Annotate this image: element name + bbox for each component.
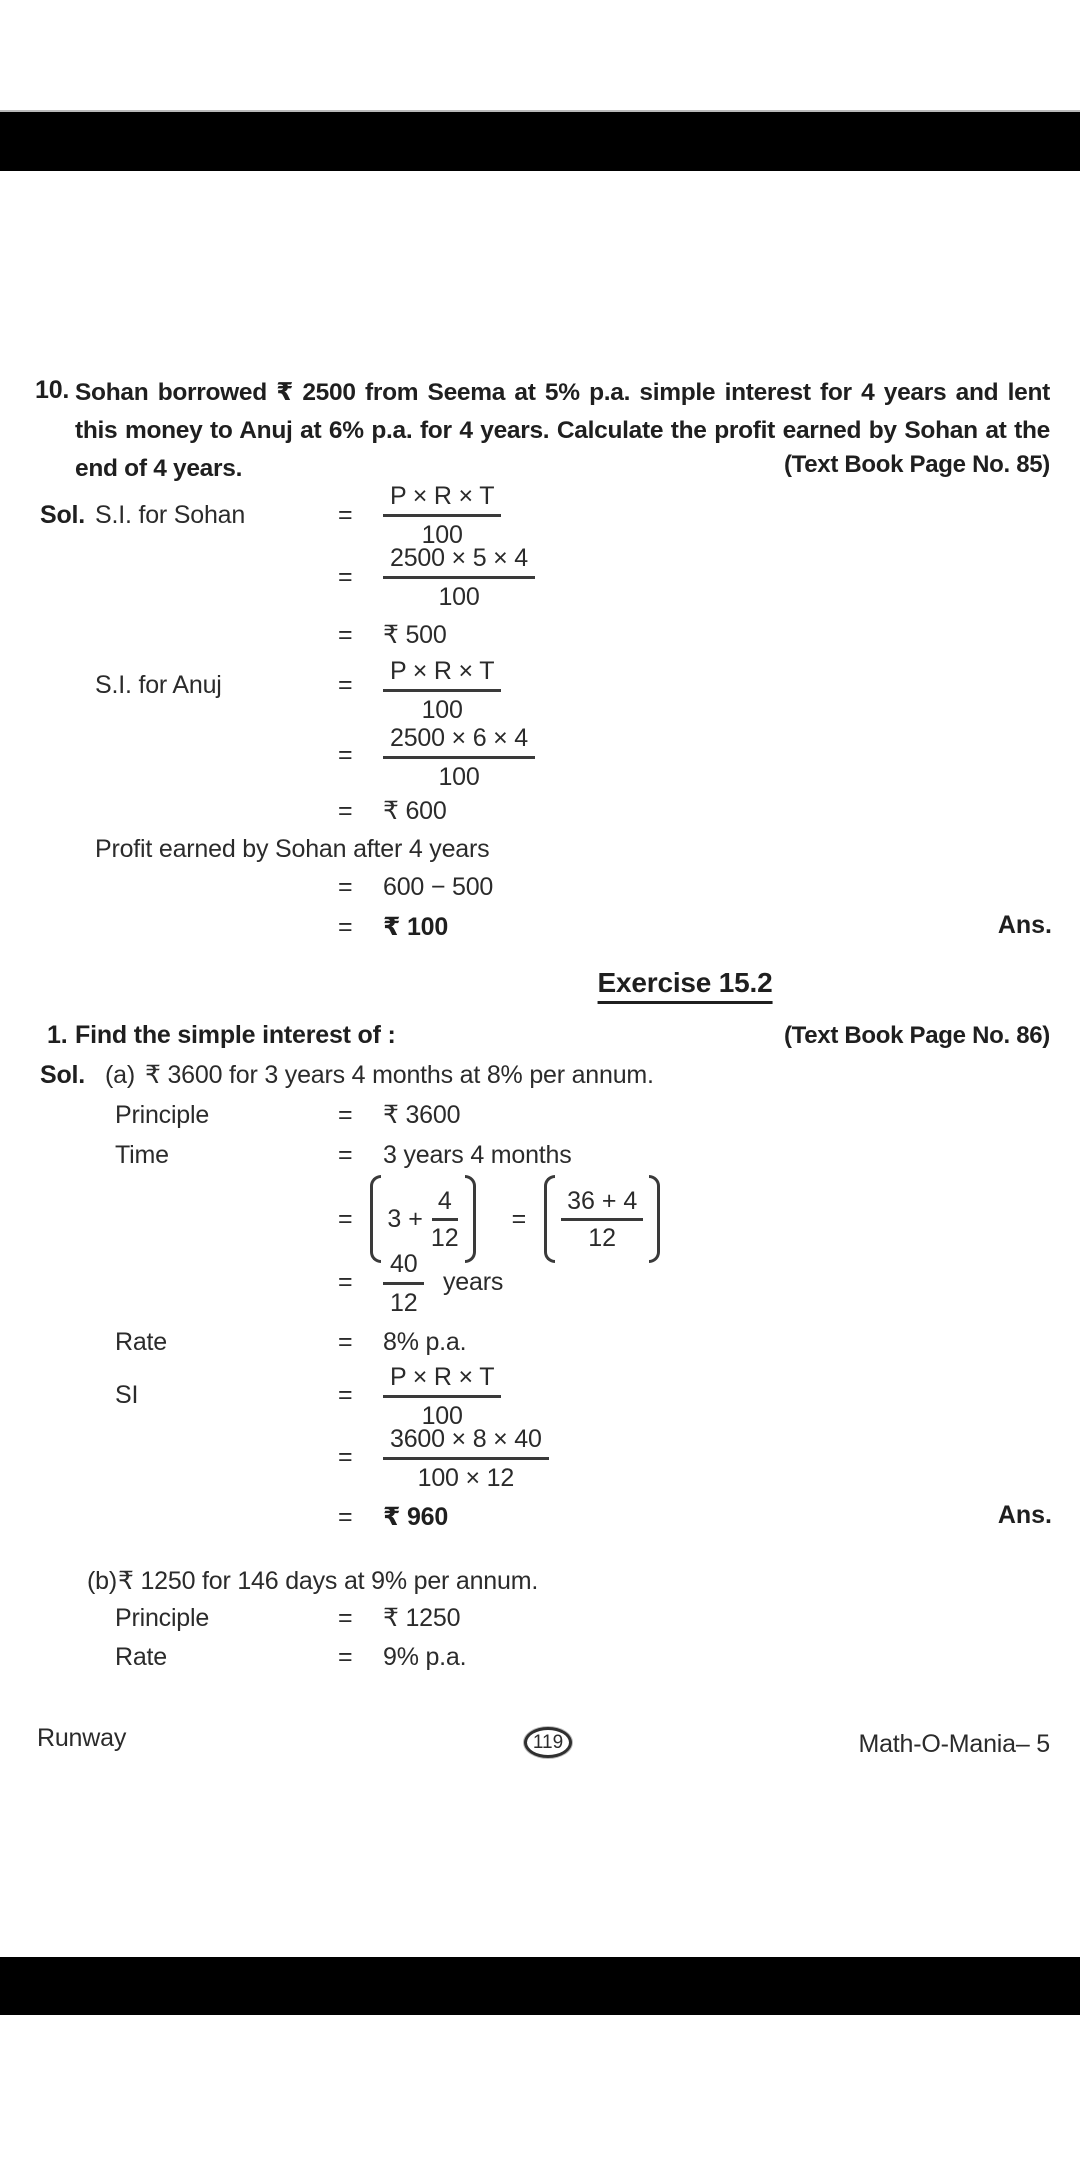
si-sohan-label: S.I. for Sohan [95,501,246,529]
fraction-numerator: 2500 × 6 × 4 [383,723,535,759]
page-number-badge [524,1727,572,1758]
equals-sign: = [338,563,353,591]
rate-value: 8% p.a. [383,1328,467,1356]
si-label: SI [115,1381,139,1409]
part-a-statement: ₹ 3600 for 3 years 4 months at 8% per annum. [145,1061,654,1089]
equals-sign: = [338,671,353,699]
equals-sign: = [338,1268,353,1296]
part-a-result: ₹ 960 [383,1503,449,1531]
equals-sign: = [338,1205,353,1233]
fraction-denominator: 100 × 12 [417,1464,515,1492]
si-sohan-result: ₹ 500 [383,621,447,649]
part-b-statement: ₹ 1250 for 146 days at 9% per annum. [118,1567,539,1595]
problem10-number: 10. [35,376,70,404]
principle-value: ₹ 3600 [383,1101,461,1129]
fraction-denominator: 12 [390,1289,418,1317]
equals-sign: = [338,1328,353,1356]
right-bracket [465,1175,476,1263]
fraction-numerator: P × R × T [383,1362,501,1398]
equals-sign: = [338,741,353,769]
fraction-numerator: 3600 × 8 × 40 [383,1424,549,1460]
principle-label: Principle [115,1604,210,1632]
equals-sign: = [338,1443,353,1471]
fraction-denominator: 100 [438,763,480,791]
time-value: 3 years 4 months [383,1141,572,1169]
equals-sign: = [338,1503,353,1531]
fraction-denominator: 100 [421,521,463,549]
profit-calc: 600 − 500 [383,873,494,901]
left-bracket [370,1175,381,1263]
time-frac2 [561,1187,643,1252]
si-anuj-formula-fraction [383,656,501,725]
equals-sign: = [338,1141,353,1169]
equals-sign: = [338,1381,353,1409]
principle-value: ₹ 1250 [383,1604,461,1632]
si-sohan-formula-fraction [383,481,501,550]
equals-sign: = [338,1643,353,1671]
fraction-numerator: 2500 × 5 × 4 [383,543,535,579]
time-result-suffix: years [443,1268,504,1296]
fraction-numerator: P × R × T [383,656,501,692]
fraction-numerator: 4 [432,1187,458,1221]
q1-number: 1. [47,1021,68,1049]
time-result-fraction [383,1249,424,1318]
top-black-bar [0,112,1080,171]
q1-page-ref: (Text Book Page No. 86) [783,1022,1050,1049]
profit-label: Profit earned by Sohan after 4 years [95,835,490,863]
equals-sign: = [511,1205,527,1233]
si-anuj-label: S.I. for Anuj [95,671,222,699]
equals-sign: = [338,501,353,529]
equals-sign: = [338,621,353,649]
page-number: 119 [532,1731,564,1753]
si-formula-fraction [383,1362,501,1431]
rate-label: Rate [115,1643,168,1671]
profit-result: ₹ 100 [383,913,449,941]
equals-sign: = [338,873,353,901]
q1-sol-label: Sol. [40,1061,86,1089]
fraction-numerator: P × R × T [383,481,501,517]
time-frac1 [431,1187,459,1252]
time-frac1-pre: 3 + [387,1204,423,1233]
left-bracket [544,1175,555,1263]
fraction-denominator: 12 [430,1223,459,1252]
equals-sign: = [338,1604,353,1632]
principle-label: Principle [115,1101,210,1129]
rate-label: Rate [115,1328,168,1356]
answer-marker: Ans. [997,911,1052,939]
answer-marker: Ans. [997,1501,1052,1529]
si-anuj-result: ₹ 600 [383,797,447,825]
part-b-label: (b) [87,1567,117,1595]
fraction-denominator: 12 [588,1223,617,1252]
exercise-title: Exercise 15.2 [598,967,773,1004]
part-a-label: (a) [105,1061,135,1089]
si-calc-fraction [383,1424,549,1493]
fraction-numerator: 36 + 4 [561,1187,643,1221]
problem10-page-ref: (Text Book Page No. 85) [783,451,1050,478]
fraction-numerator: 40 [383,1249,424,1285]
problem10-question: Sohan borrowed ₹ 2500 from Seema at 5% p.a. simple interest for 4 years and lent this money to Anuj at 6% p.a. for 4 years. Calculate the profit earned by Sohan at the end of 4 years. [75,379,1050,482]
footer-right-text: Math-O-Mania– 5 [858,1730,1050,1758]
footer-left-text: Runway [37,1724,127,1752]
equals-sign: = [338,913,353,941]
fraction-denominator: 100 [421,1402,463,1430]
equals-sign: = [338,1101,353,1129]
time-label: Time [115,1141,169,1169]
q1-question: Find the simple interest of : [75,1021,396,1049]
right-bracket [649,1175,660,1263]
rate-value: 9% p.a. [383,1643,467,1671]
si-anuj-calc-fraction [383,723,535,792]
fraction-denominator: 100 [438,583,480,611]
bottom-black-bar [0,1957,1080,2015]
fraction-denominator: 100 [421,696,463,724]
problem10-sol-label: Sol. [40,501,86,529]
equals-sign: = [338,797,353,825]
si-sohan-calc-fraction [383,543,535,612]
